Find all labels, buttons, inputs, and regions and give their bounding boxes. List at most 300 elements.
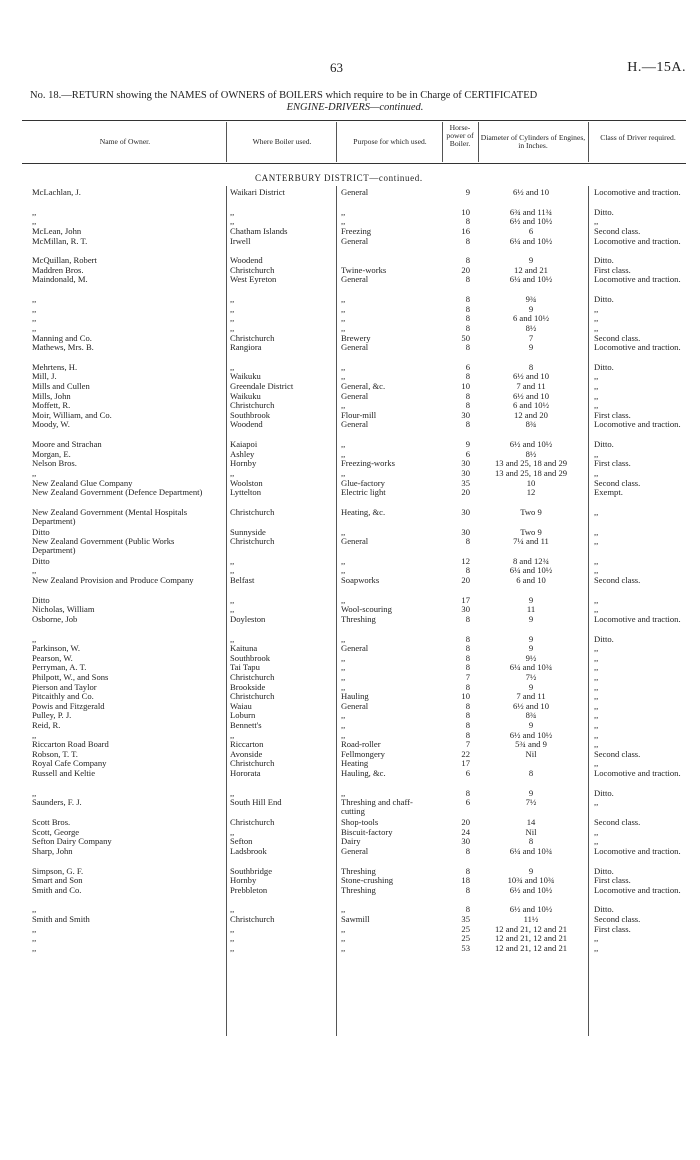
driver-class: First class. [594,923,631,934]
horse-power: 8 [465,720,470,730]
horse-power: 25 [461,933,470,944]
owner-name: Nelson Bros. [32,459,77,469]
boiler-location: Christchurch [230,818,275,827]
boiler-location: Doyleston [230,614,266,624]
column-divider [226,122,227,162]
horse-power: 30 [461,526,470,537]
boiler-purpose: Flour-mill [341,410,377,420]
boiler-location: Christchurch [230,915,275,924]
driver-class: Locomotive and traction. [594,768,681,778]
cylinder-diameter: 6½ and 10 [512,700,550,711]
boiler-purpose: Twine-works [341,265,387,275]
driver-class: Ditto. [594,439,614,450]
cylinder-diameter: 6½ and 10 [512,390,550,401]
return-title [30,90,680,114]
cylinder-diameter: 5¾ and 9 [515,739,547,750]
boiler-location: ,, [230,314,235,324]
driver-class: ,, [594,467,599,478]
boiler-purpose: Hauling [341,692,369,702]
owner-name: Mills, John [32,391,71,401]
boiler-location: Christchurch [230,265,275,275]
horse-power: 6 [465,797,470,808]
driver-class: ,, [594,400,599,411]
cylinder-diameter: 12 and 21 [514,264,548,275]
driver-class: First class. [594,875,631,886]
horse-power: 16 [461,225,470,236]
driver-class: ,, [594,448,599,459]
horse-power: 18 [461,875,470,886]
horse-power: 8 [465,652,470,663]
horse-power: 8 [465,400,470,411]
owner-name: McMillan, R. T. [32,236,88,246]
boiler-purpose: ,, [341,323,346,333]
cylinder-diameter: Nil [525,748,537,759]
header-diameter: Diameter of Cylinders of Engines, in Inches. [480,133,586,150]
owner-name: Moody, W. [32,420,70,430]
horse-power: 8 [465,313,470,324]
horse-power: 8 [465,274,470,285]
cylinder-diameter: 6½ and 10½ [509,884,553,895]
driver-class: Ditto. [594,361,614,372]
cylinder-diameter: 9 [528,633,534,644]
boiler-purpose: ,, [341,905,346,915]
boiler-location: Lyttelton [230,488,262,498]
boiler-purpose: General [341,275,369,285]
boiler-purpose: Threshing [341,885,376,895]
boiler-purpose: ,, [341,440,346,450]
driver-class: Second class. [594,914,641,924]
owner-name: McLean, John [32,226,82,236]
owner-name: ,, [32,217,37,227]
owner-name: Osborne, Job [32,614,78,624]
driver-class: ,, [594,381,599,391]
boiler-purpose: ,, [341,653,346,663]
cylinder-diameter: 10 [526,477,536,488]
boiler-location: Hornby [230,459,257,469]
boiler-purpose: Heating [341,759,369,769]
boiler-purpose: Glue-factory [341,478,385,488]
driver-class: ,, [594,797,599,808]
cylinder-diameter: 9 [528,681,534,692]
boiler-purpose: Brewery [341,333,371,343]
boiler-purpose: General [341,236,369,246]
horse-power: 30 [461,506,470,517]
boiler-location: ,, [230,827,235,837]
horse-power: 12 [461,555,470,566]
boiler-purpose: General [341,391,369,401]
driver-class: Exempt. [594,487,623,498]
boiler-location: ,, [230,217,235,227]
boiler-purpose: Heating, &c. [341,507,386,517]
boiler-location: Rangiora [230,343,262,353]
boiler-purpose: General [341,420,369,430]
cylinder-diameter: 6½ and 10½ [509,904,553,915]
boiler-location: Tai Tapu [230,663,260,673]
driver-class: ,, [594,710,599,721]
boiler-purpose: Freezing-works [341,459,395,469]
boiler-purpose: Shop-tools [341,818,379,827]
owner-name: Sharp, John [32,846,73,856]
boiler-location: Hororata [230,769,261,778]
cylinder-diameter: 13 and 25, 18 and 29 [494,458,568,469]
boiler-purpose: ,, [341,372,346,382]
document-reference: H.—15A. [627,60,686,75]
boiler-purpose: Threshing [341,866,376,876]
owner-name: Smith and Co. [32,885,82,895]
owner-name: Powis and Fitzgerald [32,701,105,711]
owner-name: McLachlan, J. [32,188,81,197]
owner-name: Riccarton Road Board [32,740,109,750]
header-purpose: Purpose for which used. [353,137,427,146]
cylinder-diameter: 8½ [525,448,537,459]
driver-class: ,, [594,826,599,837]
cylinder-diameter: 6¾ and 11¾ [509,206,553,217]
horse-power: 8 [465,235,470,246]
cylinder-diameter: 9 [528,643,534,654]
boiler-location: Avonside [230,749,263,759]
boiler-purpose: ,, [341,295,346,305]
driver-class: Locomotive and traction. [594,884,681,895]
cylinder-diameter: 12 and 21, 12 and 21 [494,942,568,953]
horse-power: 6 [465,361,470,372]
horse-power: 7 [465,739,470,750]
boiler-purpose: General [341,537,369,547]
horse-power: 20 [461,817,470,827]
cylinder-diameter: 8¾ [525,419,537,430]
cylinder-diameter: 7½ [525,672,537,682]
horse-power: 20 [461,487,470,498]
owner-name: Moore and Strachan [32,440,102,450]
horse-power: 8 [465,662,470,673]
cylinder-diameter: Two 9 [520,506,542,517]
driver-class: ,, [594,526,599,537]
boiler-purpose: ,, [341,217,346,227]
driver-class: ,, [594,565,599,576]
boiler-location: Christchurch [230,537,275,547]
boiler-purpose: ,, [341,730,346,740]
boiler-location: Christchurch [230,507,275,517]
cylinder-diameter: 11½ [523,914,539,924]
owner-name: ,, [32,634,37,644]
column-divider [588,122,589,162]
boiler-location: Southbridge [230,866,273,876]
cylinder-diameter: 7 and 11 [516,381,546,391]
horse-power: 8 [465,565,470,576]
boiler-location: Southbrook [230,410,271,420]
cylinder-diameter: 6¼ and 10½ [509,274,553,285]
cylinder-diameter: 8 [528,361,534,372]
header-name: Name of Owner. [99,137,151,146]
owner-name: Smart and Son [32,876,83,886]
boiler-purpose: General [341,644,369,654]
driver-class: ,, [594,758,599,769]
cylinder-diameter: 7½ [525,797,537,808]
horse-power: 20 [461,575,470,585]
cylinder-diameter: 6¼ and 10¾ [509,662,553,673]
driver-class: ,, [594,604,599,615]
boiler-purpose: ,, [341,595,346,605]
horse-power: 8 [465,681,470,692]
owner-name: ,, [32,468,37,478]
owner-name: New Zealand Provision and Produce Company [32,576,194,585]
driver-class: Ditto. [594,206,614,217]
owner-name: ,, [32,730,37,740]
owner-name: McQuillan, Robert [32,256,97,266]
boiler-location: Irwell [230,236,251,246]
owner-name: Mill, J. [32,372,57,382]
owner-name: New Zealand Government (Defence Department) [32,488,203,498]
cylinder-diameter: 7 and 11 [516,691,546,702]
horse-power: 50 [461,332,470,343]
owner-name: Parkinson, W. [32,644,80,654]
header-bottom-rule [22,163,686,164]
driver-class: ,, [594,594,599,605]
owner-name: Mehrtens, H. [32,362,78,372]
boiler-location: Southbrook [230,653,271,663]
cylinder-diameter: 6¼ and 10½ [509,565,553,576]
cylinder-diameter: 6¼ and 10¾ [509,845,553,856]
driver-class: ,, [594,691,599,702]
boiler-location: Waikuku [230,391,261,401]
column-divider [478,122,479,162]
boiler-location: Waikari District [230,188,285,197]
owner-name: ,, [32,207,37,217]
boiler-purpose: ,, [341,207,346,217]
boiler-purpose: ,, [341,788,346,798]
driver-class: ,, [594,720,599,730]
owner-name: Sefton Dairy Company [32,837,112,847]
boiler-purpose: General [341,701,369,711]
boiler-purpose: Wool-scouring [341,605,392,615]
cylinder-diameter: Two 9 [520,526,542,537]
boiler-location: Woodend [230,420,263,430]
cylinder-diameter: 10¾ and 10¾ [507,875,555,886]
boiler-location: South Hill End [230,798,282,808]
horse-power: 25 [461,923,470,934]
boiler-location: Bennett's [230,721,262,730]
boiler-location: ,, [230,924,235,934]
horse-power: 35 [461,477,470,488]
boiler-location: Christchurch [230,401,275,411]
cylinder-diameter: 12 and 21, 12 and 21 [494,933,568,944]
horse-power: 6 [465,448,470,459]
driver-class: Second class. [594,225,641,236]
cylinder-diameter: 6½ and 10½ [509,729,553,740]
horse-power: 8 [465,633,470,644]
driver-class: Ditto. [594,255,614,266]
owner-name: Moir, William, and Co. [32,410,112,420]
driver-class: ,, [594,672,599,682]
horse-power: 8 [465,419,470,430]
boiler-purpose: Threshing and chaff-cutting [341,798,413,817]
driver-class: ,, [594,313,599,324]
driver-class: Locomotive and traction. [594,342,681,353]
owner-name: Maindonald, M. [32,275,88,285]
boiler-purpose: Electric light [341,488,386,498]
horse-power: 8 [465,255,470,266]
cylinder-diameter: 12 and 21, 12 and 21 [494,923,568,934]
driver-class: Locomotive and traction. [594,274,681,285]
horse-power: 30 [461,604,470,615]
horse-power: 17 [461,594,470,605]
horse-power: 30 [461,467,470,478]
horse-power: 8 [465,643,470,654]
driver-class: ,, [594,536,599,547]
boiler-purpose: Stone-crushing [341,876,394,886]
boiler-location: ,, [230,468,235,478]
cylinder-diameter: 6½ and 10½ [509,216,553,227]
driver-class: ,, [594,681,599,692]
owner-name: Pulley, P. J. [32,711,72,721]
cylinder-diameter: 11 [526,604,536,615]
title-line-1: No. 18.—RETURN showing the NAMES of OWNERS of BOILERS which require to be in Charge of CERTIFICATED [30,90,538,101]
owner-name: Moffett, R. [32,401,71,411]
boiler-location: ,, [230,943,235,953]
boiler-location: Riccarton [230,740,264,750]
boiler-purpose: ,, [341,924,346,934]
boiler-location: ,, [230,295,235,305]
boiler-location: Sefton [230,837,253,847]
boiler-location: Ashley [230,449,255,459]
owner-name: Simpson, G. F. [32,866,84,876]
boiler-purpose: ,, [341,673,346,682]
header-class: Class of Driver required. [600,133,676,142]
driver-class: First class. [594,458,631,469]
horse-power: 8 [465,700,470,711]
boiler-location: ,, [230,605,235,615]
boiler-purpose: Fellmongery [341,749,385,759]
cylinder-diameter: 6¼ and 10½ [509,235,553,246]
owner-name: Maddren Bros. [32,265,84,275]
owner-name: ,, [32,943,37,953]
driver-class: ,, [594,942,599,953]
boiler-location: Christchurch [230,333,275,343]
owner-name: ,, [32,924,37,934]
driver-class: ,, [594,390,599,401]
owner-name: Mills and Cullen [32,382,90,391]
boiler-location: Kaiapoi [230,440,258,450]
cylinder-diameter: 6 [528,225,534,236]
boiler-purpose: General [341,188,369,197]
driver-class: Ditto. [594,865,614,876]
owner-name: Ditto [32,556,50,566]
boiler-purpose: General, &c. [341,382,386,391]
boiler-purpose: Freezing [341,226,372,236]
driver-class: Locomotive and traction. [594,845,681,856]
boiler-location: Christchurch [230,759,275,769]
driver-class: ,, [594,836,599,847]
owner-name: Ditto [32,527,50,537]
owner-name: Russell and Keltie [32,769,96,778]
horse-power: 10 [461,206,470,217]
horse-power: 8 [465,371,470,382]
boiler-purpose: Road-roller [341,740,381,750]
boiler-location: Brookside [230,682,266,692]
boiler-location: Chatham Islands [230,226,288,236]
driver-class: Locomotive and traction. [594,419,681,430]
boiler-purpose: ,, [341,527,346,537]
boiler-purpose: General [341,343,369,353]
title-line-2: ENGINE-DRIVERS—continued. [286,102,424,113]
owner-name: Pearson, W. [32,653,73,663]
horse-power: 24 [461,826,470,837]
boiler-location: ,, [230,634,235,644]
horse-power: 35 [461,914,470,924]
boiler-location: Prebbleton [230,885,268,895]
driver-class: Ditto. [594,904,614,915]
boiler-purpose: ,, [341,943,346,953]
boiler-location: Waiau [230,701,252,711]
driver-class: Second class. [594,817,641,827]
boiler-location: ,, [230,566,235,576]
cylinder-diameter: 6 and 10½ [512,313,550,324]
owner-name: ,, [32,566,37,576]
boiler-purpose: ,, [341,362,346,372]
horse-power: 8 [465,710,470,721]
cylinder-diameter: 7¼ and 11 [513,536,549,547]
driver-class: Second class. [594,575,641,585]
page-number: 63 [330,60,343,75]
cylinder-diameter: 9¾ [525,294,537,305]
horse-power: 10 [461,691,470,702]
horse-power: 8 [465,865,470,876]
owner-name: New Zealand Glue Company [32,478,133,488]
horse-power: 8 [465,322,470,333]
driver-class: Ditto. [594,633,614,644]
owner-name: Robson, T. T. [32,749,78,759]
boiler-location: ,, [230,207,235,217]
boiler-location: ,, [230,595,235,605]
driver-class: ,, [594,216,599,227]
cylinder-diameter: 6½ and 10½ [509,439,553,450]
cylinder-diameter: 8¾ [525,710,537,721]
header-where: Where Boiler used. [252,137,312,146]
driver-class: Ditto. [594,294,614,305]
owner-name: Pierson and Taylor [32,682,97,692]
driver-class: ,, [594,729,599,740]
column-divider [442,122,443,162]
owner-name: Royal Cafe Company [32,759,107,769]
horse-power: 8 [465,613,470,624]
boiler-location: Greendale District [230,382,294,391]
horse-power: 8 [465,294,470,305]
boiler-location: Woodend [230,256,263,266]
driver-class: ,, [594,700,599,711]
cylinder-diameter: 9 [528,303,534,314]
boiler-location: ,, [230,556,235,566]
horse-power: 8 [465,390,470,401]
owner-name: Saunders, F. J. [32,798,82,808]
owner-name: ,, [32,788,37,798]
owner-name: Smith and Smith [32,915,90,924]
cylinder-diameter: 9 [528,255,534,266]
owner-name: ,, [32,304,37,314]
owner-name: New Zealand Government (Mental Hospitals Department) [32,507,188,526]
horse-power: 8 [465,904,470,915]
boiler-location: Christchurch [230,692,275,702]
cylinder-diameter: 8 [528,768,534,778]
driver-class: Second class. [594,332,641,343]
horse-power: 30 [461,458,470,469]
boiler-purpose: ,, [341,721,346,730]
horse-power: 30 [461,409,470,420]
driver-class: Locomotive and traction. [594,613,681,624]
column-divider [226,186,227,1036]
horse-power: 7 [465,672,470,682]
boiler-purpose: Biscuit-factory [341,827,393,837]
driver-class: ,, [594,555,599,566]
horse-power: 9 [465,187,470,197]
